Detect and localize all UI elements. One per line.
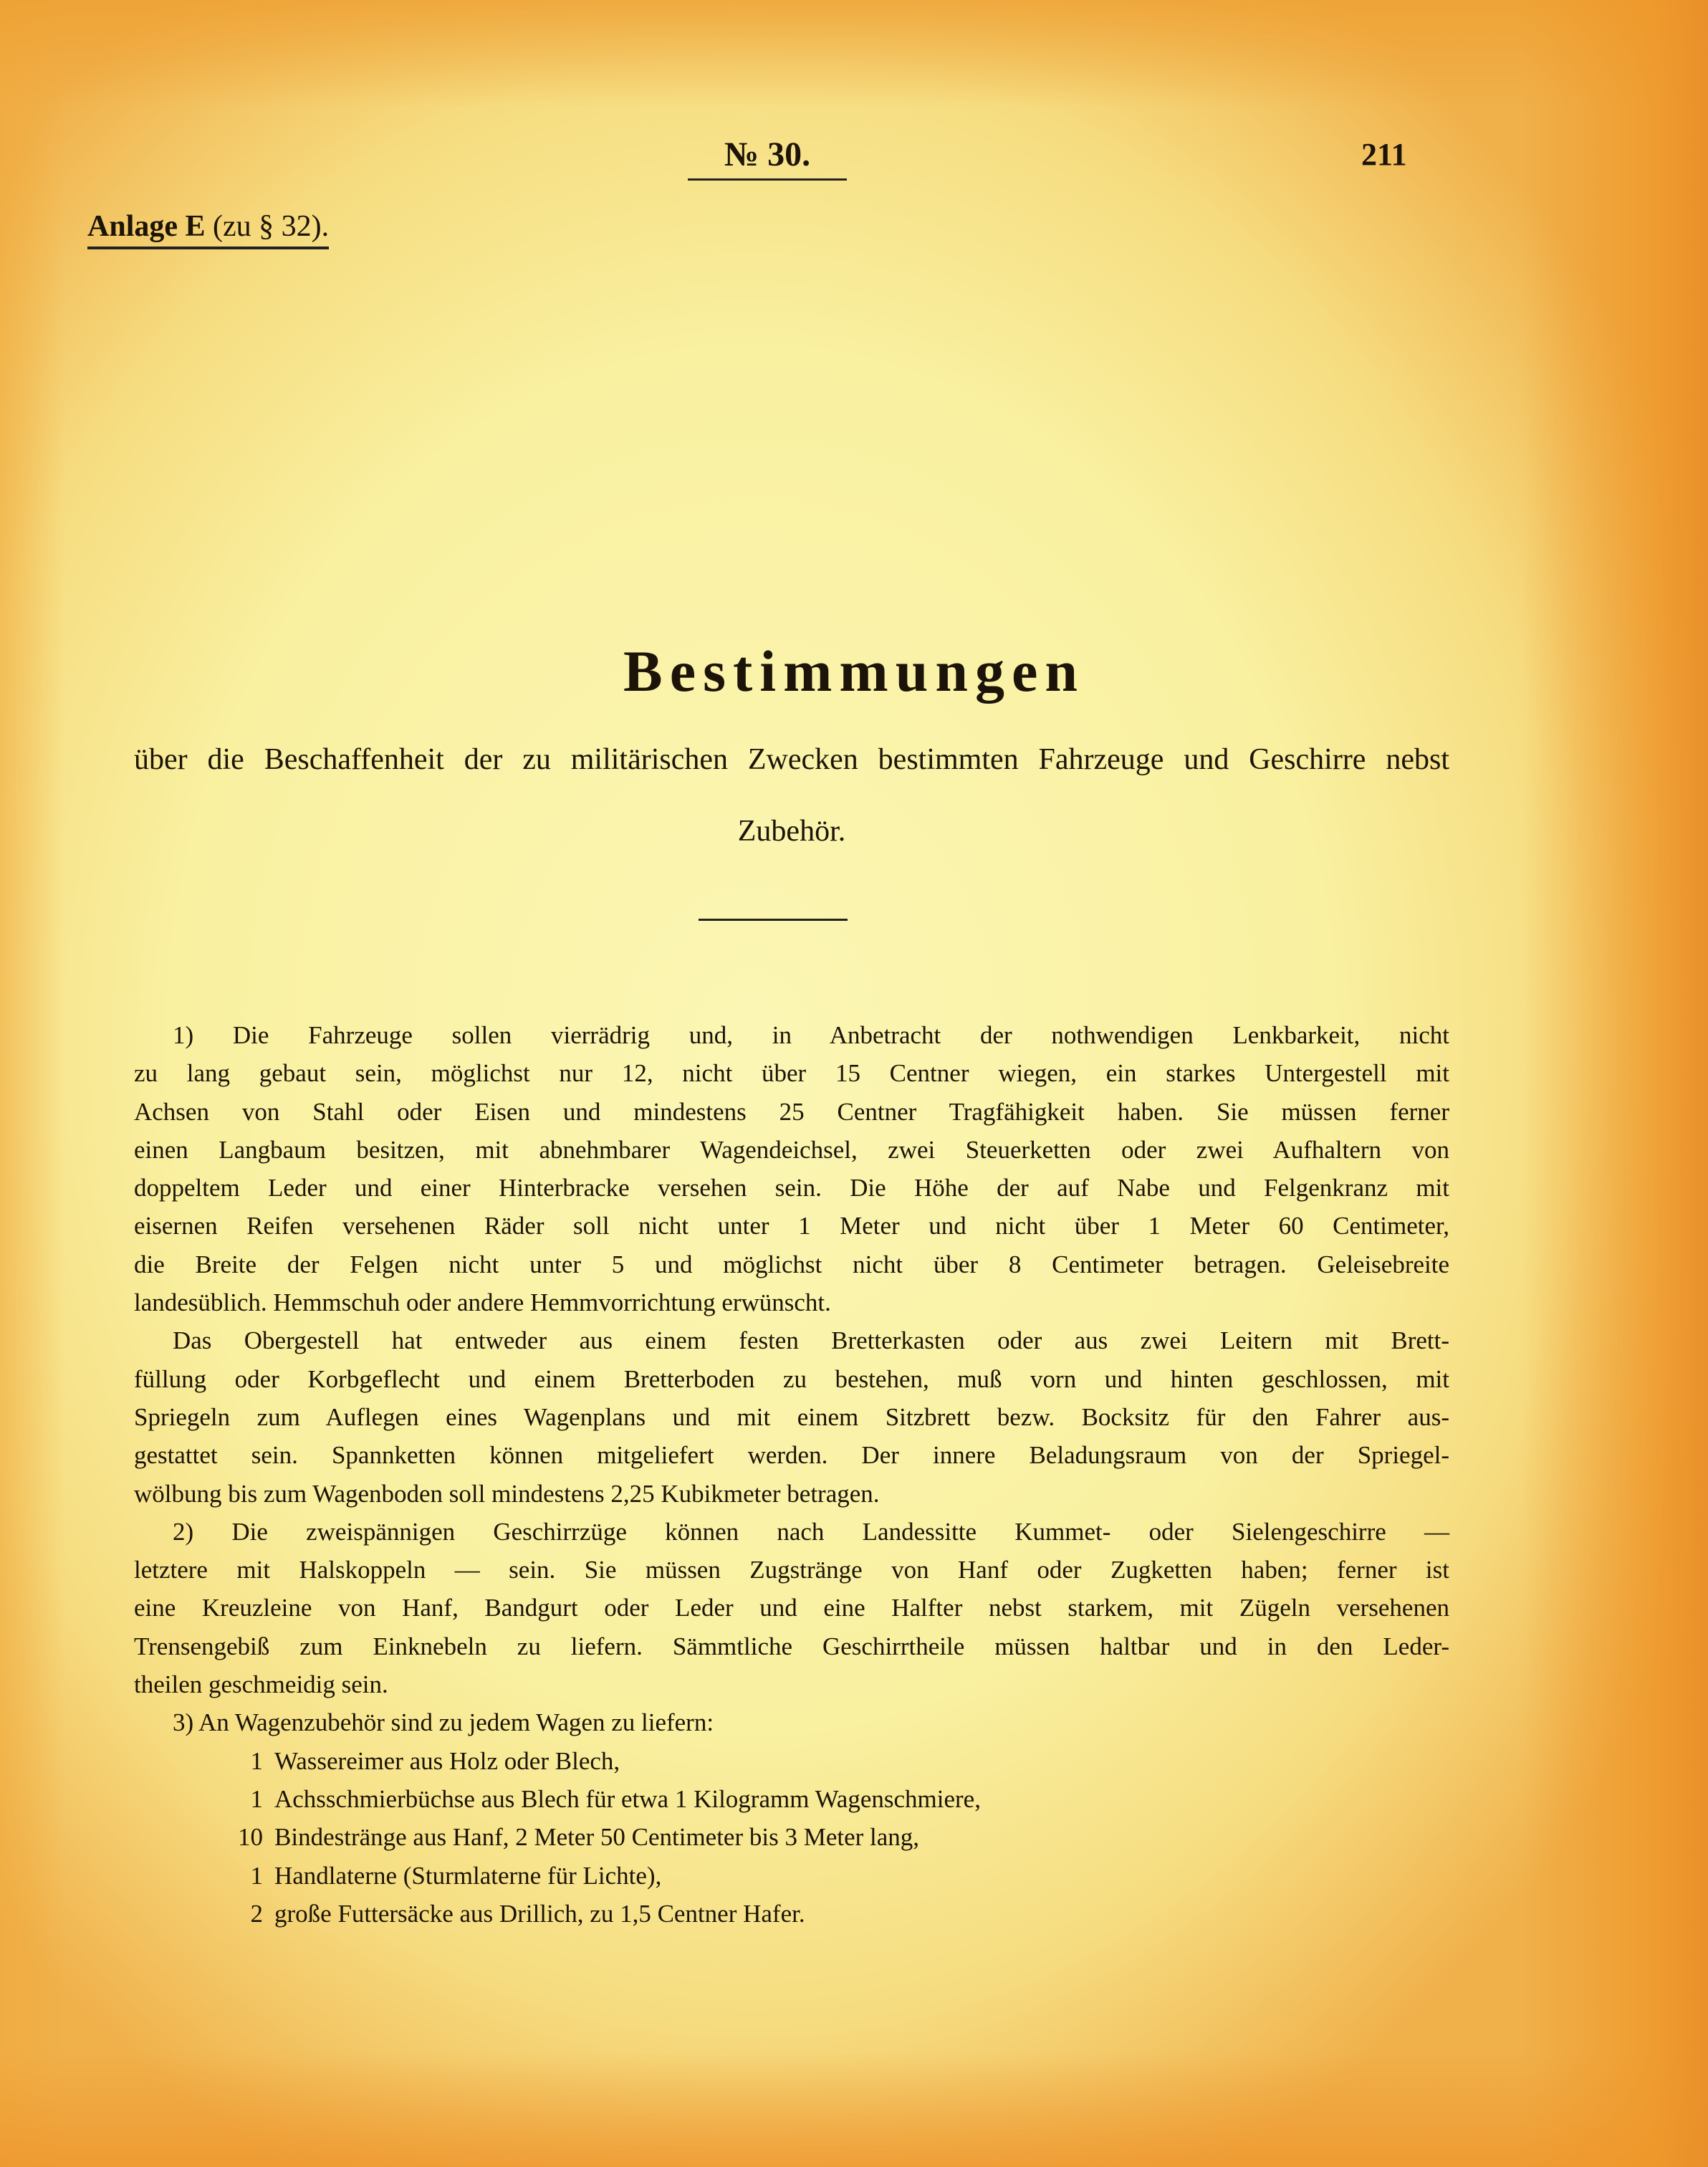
text-line: eine Kreuzleine von Hanf, Bandgurt oder Leder und eine Halfter nebst starkem, mit Zügeln versehenen	[134, 1594, 1449, 1622]
issue-number: № 30.	[688, 135, 847, 181]
item-text: Achsschmierbüchse aus Blech für etwa 1 Kilogramm Wagenschmiere,	[274, 1784, 981, 1813]
annex-label	[87, 209, 329, 249]
text-line: eisernen Reifen versehenen Räder soll nicht unter 1 Meter und nicht über 1 Meter 60 Centimeter,	[134, 1212, 1449, 1240]
text-line: wölbung bis zum Wagenboden soll mindestens 2,25 Kubikmeter betragen.	[134, 1479, 880, 1508]
text-line: Spriegeln zum Auflegen eines Wagenplans und mit einem Sitzbrett bezw. Bocksitz für den Fahrer aus-	[134, 1402, 1449, 1431]
annex-title: Anlage E	[87, 210, 206, 243]
document-title: Bestimmungen	[623, 638, 1085, 704]
list-item	[134, 1780, 1449, 1818]
list-item	[134, 1742, 1449, 1780]
section-1-line: 1) Die Fahrzeuge sollen vierrädrig und, in Anbetracht der nothwendigen Lenkbarkeit, nicht	[173, 1021, 1449, 1049]
text-line: einen Langbaum besitzen, mit abnehmbarer Wagendeichsel, zwei Steuerketten oder zwei Aufhaltern von	[134, 1135, 1449, 1164]
text-line: die Breite der Felgen nicht unter 5 und möglichst nicht über 8 Centimeter betragen. Geleisebreite	[134, 1250, 1449, 1278]
text-line: zu lang gebaut sein, möglichst nur 12, nicht über 15 Centner wiegen, ein starkes Untergestell mit	[134, 1059, 1449, 1088]
item-text: Wassereimer aus Holz oder Blech,	[274, 1746, 620, 1775]
page-number: 211	[1361, 137, 1407, 172]
section-3-line: 3) An Wagenzubehör sind zu jedem Wagen zu liefern:	[173, 1708, 714, 1737]
text-line: letztere mit Halskoppeln — sein. Sie müssen Zugstränge von Hanf oder Zugketten haben; ferner ist	[134, 1556, 1449, 1584]
list-item	[134, 1818, 1449, 1856]
text-line: doppeltem Leder und einer Hinterbracke versehen sein. Die Höhe der auf Nabe und Felgenkranz mit	[134, 1174, 1449, 1202]
list-item	[134, 1895, 1449, 1933]
section-2-line: 2) Die zweispännigen Geschirrzüge können nach Landessitte Kummet- oder Sielengeschirre —	[173, 1517, 1449, 1546]
item-text: Handlaterne (Sturmlaterne für Lichte),	[274, 1861, 662, 1890]
subtitle-line: Zubehör.	[737, 815, 846, 848]
body-text	[134, 1016, 1449, 1933]
item-quantity: 1	[250, 1746, 263, 1775]
text-line: füllung oder Korbgeflecht und einem Bretterboden zu bestehen, muß vorn und hinten geschlossen, mit	[134, 1364, 1449, 1393]
paper-edge-bottom	[0, 2052, 1708, 2167]
item-text: große Futtersäcke aus Drillich, zu 1,5 Centner Hafer.	[274, 1899, 805, 1928]
list-item	[134, 1857, 1449, 1895]
item-quantity: 1	[250, 1784, 263, 1813]
item-text: Bindestränge aus Hanf, 2 Meter 50 Centimeter bis 3 Meter lang,	[274, 1823, 920, 1852]
item-quantity: 10	[238, 1823, 263, 1852]
paragraph-start-line: Das Obergestell hat entweder aus einem festen Bretterkasten oder aus zwei Leitern mit Brett-	[173, 1326, 1449, 1355]
item-quantity: 1	[250, 1861, 263, 1890]
paper-edge-left	[0, 0, 64, 2167]
text-line: Trensengebiß zum Einknebeln zu liefern. Sämmtliche Geschirrtheile müssen haltbar und in den Leder-	[134, 1632, 1449, 1660]
divider	[699, 919, 848, 921]
text-line: theilen geschmeidig sein.	[134, 1670, 388, 1699]
paper-edge-right	[1522, 0, 1708, 2167]
item-quantity: 2	[250, 1899, 263, 1928]
text-line: landesüblich. Hemmschuh oder andere Hemmvorrichtung erwünscht.	[134, 1288, 831, 1317]
text-line: Achsen von Stahl oder Eisen und mindestens 25 Centner Tragfähigkeit haben. Sie müssen ferner	[134, 1097, 1449, 1126]
annex-reference: (zu § 32).	[213, 210, 330, 243]
paper-edge-top	[0, 0, 1708, 107]
text-line: gestattet sein. Spannketten können mitgeliefert werden. Der innere Beladungsraum von der Spriegel-	[134, 1441, 1449, 1470]
subtitle-line: über die Beschaffenheit der zu militärischen Zwecken bestimmten Fahrzeuge und Geschirre nebst	[134, 743, 1449, 776]
